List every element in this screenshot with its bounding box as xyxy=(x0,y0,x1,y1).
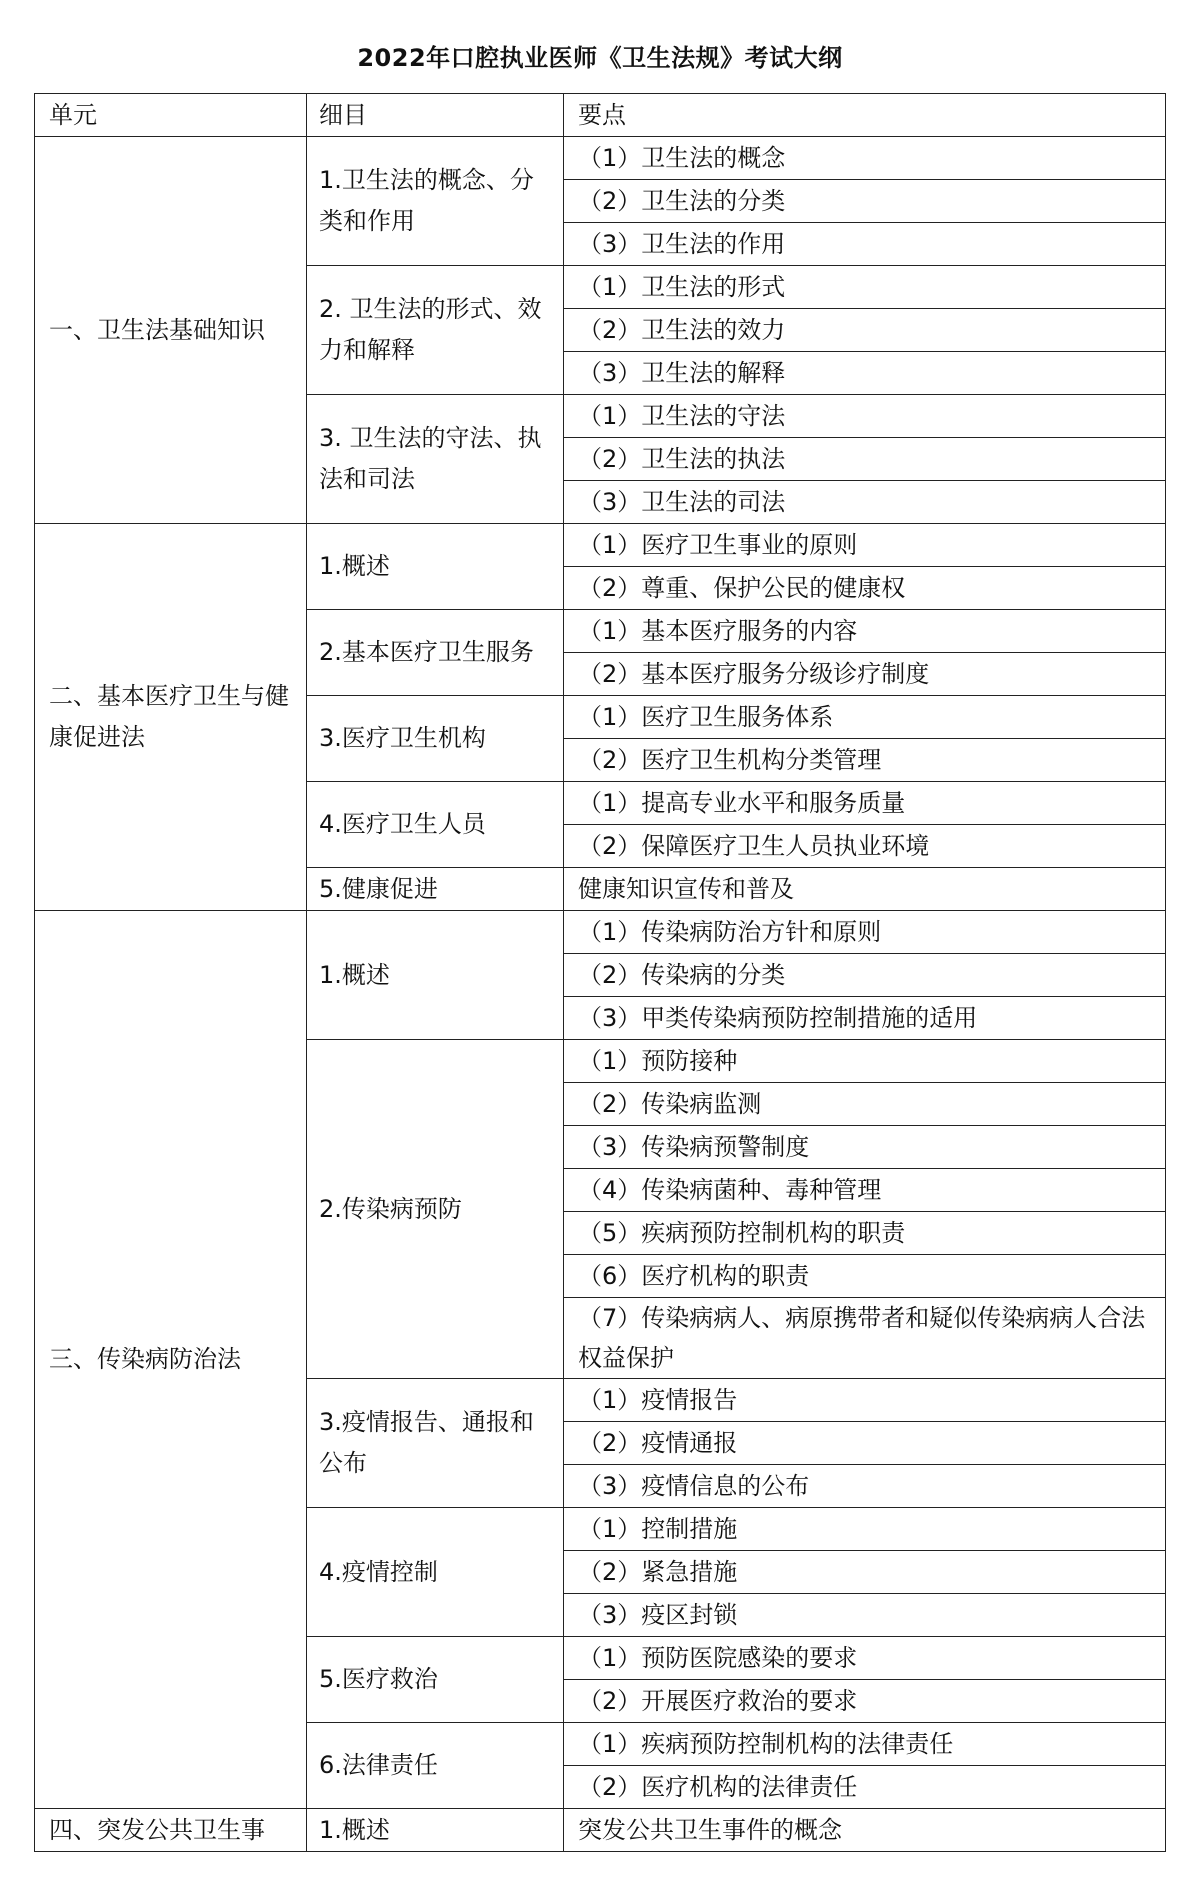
point-cell: （1）传染病防治方针和原则 xyxy=(564,911,1166,954)
detail-cell: 5.医疗救治 xyxy=(307,1637,564,1723)
point-cell: （1）疾病预防控制机构的法律责任 xyxy=(564,1723,1166,1766)
point-cell: （3）传染病预警制度 xyxy=(564,1126,1166,1169)
column-header-point: 要点 xyxy=(564,94,1166,137)
point-cell: （1）预防医院感染的要求 xyxy=(564,1637,1166,1680)
unit-cell: 二、基本医疗卫生与健康促进法 xyxy=(35,524,307,911)
column-header-detail: 细目 xyxy=(307,94,564,137)
point-cell: （3）卫生法的司法 xyxy=(564,481,1166,524)
point-cell: （2）卫生法的效力 xyxy=(564,309,1166,352)
point-cell: （3）疫情信息的公布 xyxy=(564,1465,1166,1508)
point-cell: （1）卫生法的守法 xyxy=(564,395,1166,438)
detail-cell: 1.概述 xyxy=(307,911,564,1040)
outline-table-body xyxy=(35,94,1166,1852)
point-cell: （6）医疗机构的职责 xyxy=(564,1255,1166,1298)
table-header-row xyxy=(35,94,1166,137)
table-row xyxy=(35,911,1166,954)
point-cell: （2）卫生法的分类 xyxy=(564,180,1166,223)
point-cell: （7）传染病病人、病原携带者和疑似传染病病人合法权益保护 xyxy=(564,1298,1166,1379)
point-cell: （2）传染病监测 xyxy=(564,1083,1166,1126)
point-cell: （3）疫区封锁 xyxy=(564,1594,1166,1637)
point-cell: （2）疫情通报 xyxy=(564,1422,1166,1465)
point-cell: （2）保障医疗卫生人员执业环境 xyxy=(564,825,1166,868)
point-cell: （2）医疗卫生机构分类管理 xyxy=(564,739,1166,782)
detail-cell: 4.疫情控制 xyxy=(307,1508,564,1637)
detail-cell: 5.健康促进 xyxy=(307,868,564,911)
point-cell: （1）疫情报告 xyxy=(564,1379,1166,1422)
table-row xyxy=(35,137,1166,180)
point-cell: （4）传染病菌种、毒种管理 xyxy=(564,1169,1166,1212)
detail-cell: 3. 卫生法的守法、执法和司法 xyxy=(307,395,564,524)
detail-cell: 1.概述 xyxy=(307,524,564,610)
point-cell: （1）卫生法的概念 xyxy=(564,137,1166,180)
table-row xyxy=(35,524,1166,567)
unit-cell: 四、突发公共卫生事 xyxy=(35,1809,307,1852)
point-cell: （2）医疗机构的法律责任 xyxy=(564,1766,1166,1809)
point-cell: （1）基本医疗服务的内容 xyxy=(564,610,1166,653)
point-cell: （3）卫生法的作用 xyxy=(564,223,1166,266)
unit-cell: 一、卫生法基础知识 xyxy=(35,137,307,524)
detail-cell: 2.传染病预防 xyxy=(307,1040,564,1379)
point-cell: （1）卫生法的形式 xyxy=(564,266,1166,309)
point-cell: （2）紧急措施 xyxy=(564,1551,1166,1594)
point-cell: （1）提高专业水平和服务质量 xyxy=(564,782,1166,825)
column-header-unit: 单元 xyxy=(35,94,307,137)
detail-cell: 6.法律责任 xyxy=(307,1723,564,1809)
point-cell: （2）基本医疗服务分级诊疗制度 xyxy=(564,653,1166,696)
point-cell: （3）卫生法的解释 xyxy=(564,352,1166,395)
point-cell: （1）预防接种 xyxy=(564,1040,1166,1083)
point-cell: 健康知识宣传和普及 xyxy=(564,868,1166,911)
point-cell: （3）甲类传染病预防控制措施的适用 xyxy=(564,997,1166,1040)
point-cell: （1）医疗卫生服务体系 xyxy=(564,696,1166,739)
detail-cell: 2.基本医疗卫生服务 xyxy=(307,610,564,696)
detail-cell: 1.卫生法的概念、分类和作用 xyxy=(307,137,564,266)
point-cell: （1）医疗卫生事业的原则 xyxy=(564,524,1166,567)
point-cell: （2）传染病的分类 xyxy=(564,954,1166,997)
exam-outline-table xyxy=(34,93,1166,1852)
point-cell: （2）尊重、保护公民的健康权 xyxy=(564,567,1166,610)
point-cell: （1）控制措施 xyxy=(564,1508,1166,1551)
detail-cell: 3.医疗卫生机构 xyxy=(307,696,564,782)
point-cell: （5）疾病预防控制机构的职责 xyxy=(564,1212,1166,1255)
document-title: 2022年口腔执业医师《卫生法规》考试大纲 xyxy=(357,44,843,72)
detail-cell: 2. 卫生法的形式、效力和解释 xyxy=(307,266,564,395)
point-cell: （2）卫生法的执法 xyxy=(564,438,1166,481)
detail-cell: 3.疫情报告、通报和公布 xyxy=(307,1379,564,1508)
detail-cell: 1.概述 xyxy=(307,1809,564,1852)
table-row xyxy=(35,1809,1166,1852)
point-cell: 突发公共卫生事件的概念 xyxy=(564,1809,1166,1852)
point-cell: （2）开展医疗救治的要求 xyxy=(564,1680,1166,1723)
detail-cell: 4.医疗卫生人员 xyxy=(307,782,564,868)
unit-cell: 三、传染病防治法 xyxy=(35,911,307,1809)
